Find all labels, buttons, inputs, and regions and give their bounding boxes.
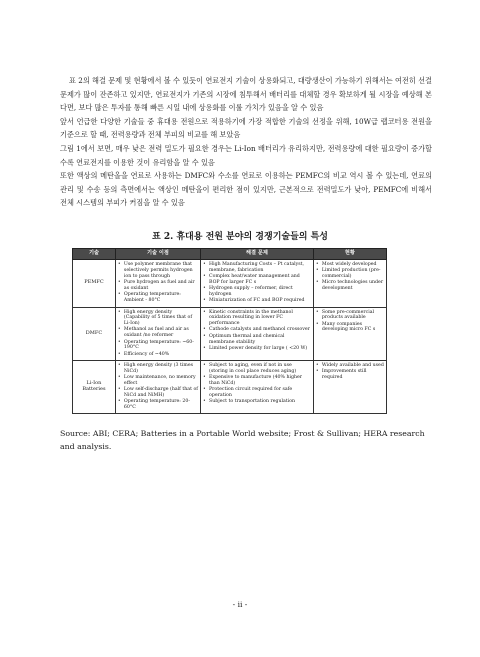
list-item: • Use polymer membrane that selectively permits hydrogen ion to pass through [118,262,198,279]
paragraph: 앞서 언급한 다양한 기술들 중 휴대용 전원으로 적용하기에 가장 적합한 기술의 선정을 위해, 10W급 랩코터용 전원을 기준으로 할 때, 전력용량과 전체 부피의 비교를 해 보았음 [60,116,432,140]
advantages-cell [115,360,200,413]
status-cell [313,307,386,360]
advantages-cell [115,260,200,308]
list-item: • Most widely developed [316,262,384,268]
table-body [73,260,387,414]
table-header-row [73,249,387,260]
technology-name: DMFC [73,307,116,360]
list-item: • Optimum thermal and chemical membrane stability [203,334,311,346]
list-item: • Miniaturization of FC and BOP required [203,298,311,304]
list-item: • Efficiency of ~40% [118,352,198,358]
list-item: • Methanol as fuel and air as oxidant /no reformer [118,327,198,339]
list-item: • Operating temperature: Ambient - 80°C [118,292,198,304]
table-title: 표 2. 휴대용 전원 분야의 경쟁기술들의 특성 [152,232,328,242]
list-item: • Some pre-commercial products available [316,310,384,322]
list-item: • Low maintenance, no memory effect [118,375,198,387]
list-item: • Cathode catalysts and methanol crossover [203,327,311,333]
body-text [60,74,432,210]
list-item: • Expensive to manufacture (40% higher than NiCd) [203,375,311,387]
list-item: • Operating temperature: 20-60°C [118,399,198,411]
paragraph: 또한 액상의 메탄올을 연료로 사용하는 DMFC와 수소를 연료로 이용하는 PEMFC의 비교 역시 볼 수 있는데, 연료의 관리 및 수송 등의 측면에서는 액상인 메탄올이 편리한 점이 있지만, 근본적으로 전력밀도가 낮아, PEMFC에 비해서 전체 시스템의 부피가 커짐을 알 수 있음 [60,171,432,208]
header-status: 현황 [313,249,386,260]
issues-cell [201,360,314,413]
list-item: • Limited power density for large ( <20 W) [203,346,311,352]
list-item: • Widely available and used [316,363,384,369]
list-item: • Hydrogen supply – reformer, direct hydrogen [203,286,311,298]
header-technology: 기술 [73,249,116,260]
list-item: • Pure hydrogen as fuel and air as oxidant [118,280,198,292]
issues-cell [201,307,314,360]
page-number: - ii - [232,600,248,609]
status-cell [313,260,386,308]
header-issues: 해결 문제 [201,249,314,260]
technology-name: PEMFC [73,260,116,308]
list-item: • Complex heat/water management and BOP for larger FC s [203,274,311,286]
header-advantages: 기술 이점 [115,249,200,260]
technology-comparison-table [72,248,387,414]
table-row [73,307,387,360]
source-note: Source: ABI; CERA; Batteries in a Portable World website; Frost & Sullivan; HERA research and analysis. [60,429,425,451]
list-item: • Protection circuit required for safe operation [203,387,311,399]
list-item: • Subject to aging, even if not in use (storing in cool place reduces aging) [203,363,311,375]
list-item: • Low self-discharge (half that of NiCd and NiMH) [118,387,198,399]
list-item: • Micro technologies under development [316,280,384,292]
table-row [73,260,387,308]
list-item: • High energy density (3 times NiCd) [118,363,198,375]
list-item: • Improvements still required [316,369,384,381]
paragraph: 표 2의 해결 문제 및 현황에서 볼 수 있듯이 연료전지 기술이 상용화되고, 대량생산이 가능하기 위해서는 여전히 선결문제가 많이 잔존하고 있지만, 연료전지가 기존의 시장에 침투해서 배터리를 대체할 경우 확보하게 될 시장을 예상해 본다면, 보다 많은 투자를 통해 빠른 시일 내에 상용화를 이룰 가치가 있음을 알 수 있음 [60,76,432,113]
list-item: • Subject to transportation regulation [203,399,311,405]
list-item: • High Manufacturing Costs – Pt catalyst, membrane, fabrication [203,262,311,274]
list-item: • Limited production (pre-commercial) [316,268,384,280]
issues-cell [201,260,314,308]
technology-name: Li-Ion Batteries [73,360,116,413]
list-item: • Operating temperature: ~60-190°C [118,340,198,352]
list-item: • Many companies developing micro FC s [316,322,384,334]
table-row [73,360,387,413]
list-item: • Kinetic constraints in the methanol oxidation resulting in lower FC performance [203,310,311,327]
paragraph: 그림 1에서 보면, 매우 낮은 전력 밀도가 필요한 경우는 Li-Ion 배터리가 유리하지만, 전력용량에 대한 필요량이 증가할수록 연료전지를 이용한 것이 유리함을 알 수 있음 [60,143,432,167]
status-cell [313,360,386,413]
advantages-cell [115,307,200,360]
list-item: • High energy density (Capability of 5 times that of Li-Ion) [118,310,198,327]
